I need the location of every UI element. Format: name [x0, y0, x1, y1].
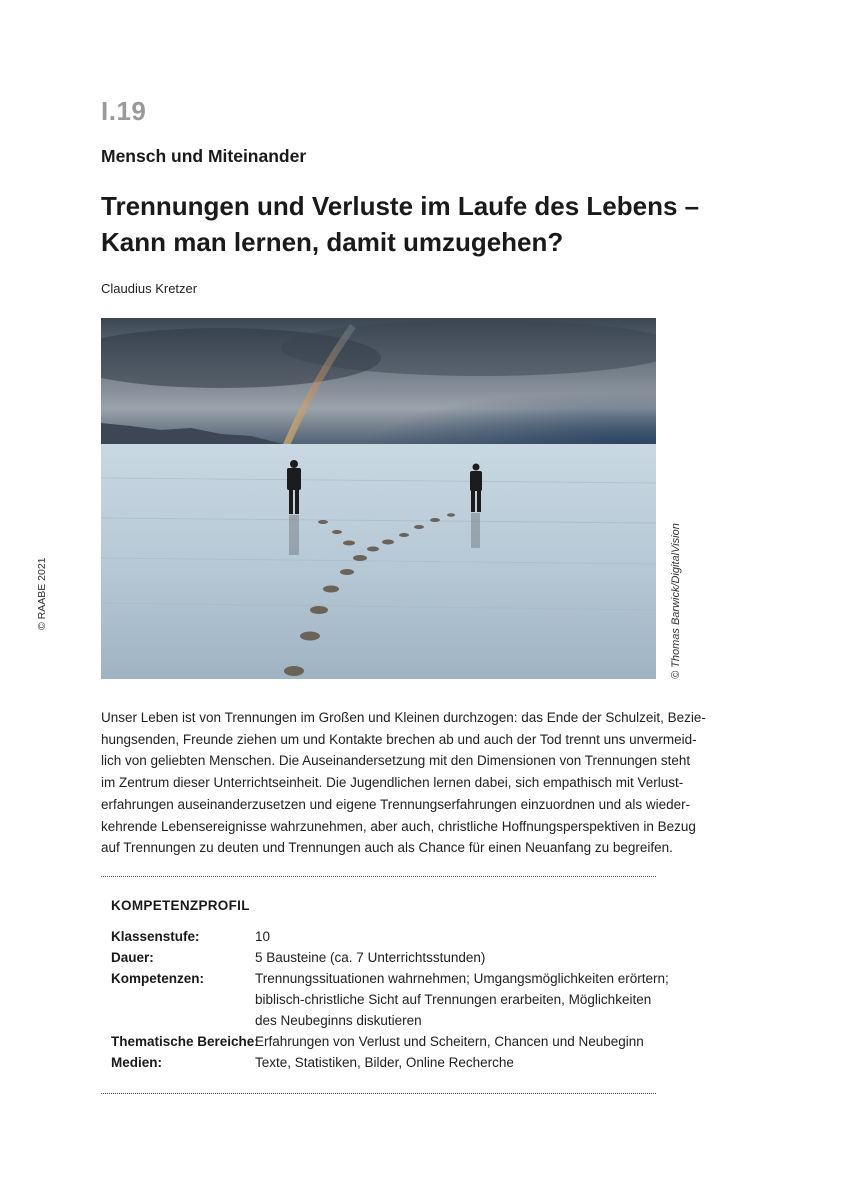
- profile-value: [255, 968, 669, 1031]
- intro-line: hungsenden, Freunde ziehen um und Kontakte brechen ab und auch der Tod trennt uns unvermeid-: [101, 731, 697, 747]
- profile-label: Thematische Bereiche:: [111, 1034, 259, 1049]
- profile-label: Kompetenzen:: [111, 971, 205, 986]
- profile-value: [255, 1031, 665, 1052]
- profile-value-line: 10: [255, 929, 271, 944]
- profile-value-line: Trennungssituationen wahrnehmen; Umgangsmöglichkeiten erörtern;: [255, 971, 669, 986]
- intro-line: lich von geliebten Menschen. Die Auseinandersetzung mit den Dimensionen von Trennungen steht: [101, 753, 691, 769]
- profile-value-line: Erfahrungen von Verlust und Scheitern, Chancen und Neubeginn: [255, 1034, 644, 1049]
- profile-value-line: des Neubeginns diskutieren: [255, 1013, 422, 1028]
- profile-label: Medien:: [111, 1055, 163, 1070]
- title-line: Trennungen und Verluste im Laufe des Lebens –: [101, 191, 700, 221]
- profile-heading: KOMPETENZPROFIL: [111, 898, 250, 913]
- author: Claudius Kretzer: [101, 281, 198, 296]
- profile-label: Dauer:: [111, 950, 154, 965]
- profile-value-line: Texte, Statistiken, Bilder, Online Recherche: [255, 1055, 514, 1070]
- title-line: Kann man lernen, damit umzugehen?: [101, 227, 564, 257]
- cover-photo: [101, 318, 656, 679]
- profile-label: Klassenstufe:: [111, 929, 200, 944]
- profile-value: [255, 947, 665, 968]
- intro-line: Unser Leben ist von Trennungen im Großen und Kleinen durchzogen: das Ende der Schulzeit, Bezie-: [101, 710, 706, 725]
- section-number: I.19: [101, 96, 147, 126]
- page-title: [101, 188, 701, 260]
- profile-value-line: biblisch-christliche Sicht auf Trennungen erarbeiten, Möglichkeiten: [255, 992, 652, 1007]
- intro-paragraph: [101, 707, 706, 859]
- intro-line: im Zentrum dieser Unterrichtseinheit. Die Jugendlichen lernen dabei, sich empathisch mit Verlust-: [101, 775, 684, 791]
- competence-profile: [101, 876, 669, 1094]
- section-name: Mensch und Miteinander: [101, 146, 307, 166]
- intro-line: kehrende Lebensereignisse wahrzunehmen, aber auch, christliche Hoffnungsperspektiven in Bezug: [101, 818, 696, 834]
- profile-value: [255, 1052, 665, 1073]
- photo-credit: © Thomas Barwick/DigitalVision: [670, 523, 682, 679]
- intro-line: auf Trennungen zu deuten und Trennungen auch als Chance für einen Neuanfang zu begreifen.: [101, 840, 673, 856]
- copyright-notice: © RAABE 2021: [36, 557, 48, 630]
- intro-line: erfahrungen auseinanderzusetzen und eigene Trennungserfahrungen einzuordnen und als wieder-: [101, 796, 691, 812]
- profile-value: [255, 926, 665, 947]
- profile-value-line: 5 Bausteine (ca. 7 Unterrichtsstunden): [255, 950, 486, 965]
